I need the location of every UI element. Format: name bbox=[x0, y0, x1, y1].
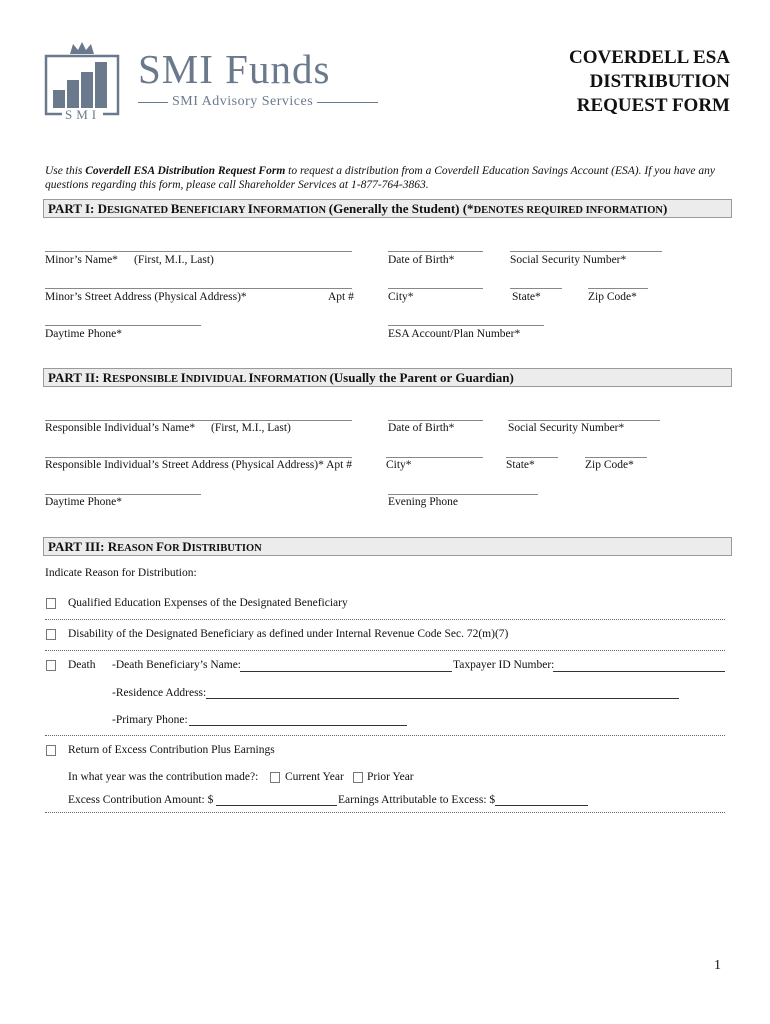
resp-city-label: City* bbox=[386, 459, 412, 471]
resp-day-phone-field[interactable] bbox=[45, 494, 201, 495]
minor-apt-label: Apt # bbox=[328, 291, 354, 303]
death-label: Death bbox=[68, 659, 96, 671]
part3-header: PART III: REASON FOR DISTRIBUTION bbox=[43, 537, 732, 556]
page-number: 1 bbox=[714, 958, 721, 973]
excess-contribution-label: Return of Excess Contribution Plus Earnings bbox=[68, 744, 275, 756]
intro-paragraph bbox=[45, 164, 735, 192]
resp-eve-phone-field[interactable] bbox=[388, 494, 538, 495]
resp-state-label: State* bbox=[506, 459, 535, 471]
esa-account-label: ESA Account/Plan Number* bbox=[388, 328, 521, 340]
form-title bbox=[569, 46, 730, 118]
minor-phone-field[interactable] bbox=[45, 325, 201, 326]
minor-ssn-field[interactable] bbox=[510, 251, 662, 252]
indicate-reason-label: Indicate Reason for Distribution: bbox=[45, 567, 197, 579]
resp-street-label: Responsible Individual’s Street Address (Physical Address)* Apt # bbox=[45, 459, 352, 471]
form-title-line2: DISTRIBUTION bbox=[589, 71, 730, 92]
esa-account-field[interactable] bbox=[388, 325, 544, 326]
resp-ssn-field[interactable] bbox=[508, 420, 660, 421]
resp-name-field[interactable] bbox=[45, 420, 352, 421]
divider bbox=[45, 735, 725, 736]
prior-year-checkbox[interactable] bbox=[353, 772, 363, 783]
resp-state-field[interactable] bbox=[506, 457, 558, 458]
death-tin-field[interactable] bbox=[553, 671, 725, 672]
resp-ssn-label: Social Security Number* bbox=[508, 422, 625, 434]
excess-contribution-checkbox[interactable] bbox=[46, 745, 56, 756]
minor-dob-label: Date of Birth* bbox=[388, 254, 455, 266]
minor-state-field[interactable] bbox=[510, 288, 562, 289]
resp-dob-label: Date of Birth* bbox=[388, 422, 455, 434]
current-year-label: Current Year bbox=[285, 771, 344, 783]
part2-header: PART II: RESPONSIBLE INDIVIDUAL INFORMATION (Usually the Parent or Guardian) bbox=[43, 368, 732, 387]
logo-brand: SMI Funds bbox=[138, 46, 331, 92]
resp-name-label: Responsible Individual’s Name* bbox=[45, 422, 196, 434]
death-phone-field[interactable] bbox=[189, 725, 407, 726]
minor-ssn-label: Social Security Number* bbox=[510, 254, 627, 266]
death-beneficiary-name-label: -Death Beneficiary’s Name: bbox=[112, 659, 241, 671]
minor-state-label: State* bbox=[512, 291, 541, 303]
earnings-label: Earnings Attributable to Excess: $ bbox=[338, 794, 496, 806]
minor-city-label: City* bbox=[388, 291, 414, 303]
resp-dob-field[interactable] bbox=[388, 420, 483, 421]
disability-checkbox[interactable] bbox=[46, 629, 56, 640]
minor-name-hint: (First, M.I., Last) bbox=[134, 254, 214, 266]
logo bbox=[40, 40, 385, 124]
resp-zip-label: Zip Code* bbox=[585, 459, 634, 471]
logo-monogram: SMI bbox=[62, 108, 103, 122]
prior-year-label: Prior Year bbox=[367, 771, 414, 783]
minor-city-field[interactable] bbox=[388, 288, 483, 289]
death-beneficiary-name-field[interactable] bbox=[240, 671, 452, 672]
resp-street-field[interactable] bbox=[45, 457, 352, 458]
divider bbox=[45, 650, 725, 651]
earnings-field[interactable] bbox=[495, 805, 588, 806]
death-address-field[interactable] bbox=[206, 698, 679, 699]
logo-subtitle: SMI Advisory Services bbox=[168, 94, 317, 110]
resp-day-phone-label: Daytime Phone* bbox=[45, 496, 122, 508]
resp-city-field[interactable] bbox=[386, 457, 483, 458]
qualified-expenses-label: Qualified Education Expenses of the Designated Beneficiary bbox=[68, 597, 348, 609]
death-address-label: -Residence Address: bbox=[112, 687, 207, 699]
minor-phone-label: Daytime Phone* bbox=[45, 328, 122, 340]
death-phone-label: -Primary Phone: bbox=[112, 714, 188, 726]
minor-name-field[interactable] bbox=[45, 251, 352, 252]
minor-street-label: Minor’s Street Address (Physical Address)* bbox=[45, 291, 247, 303]
intro-pre: Use this bbox=[45, 165, 86, 177]
death-tin-label: Taxpayer ID Number: bbox=[453, 659, 555, 671]
divider bbox=[45, 619, 725, 620]
form-title-line1: COVERDELL ESA bbox=[568, 47, 730, 68]
death-checkbox[interactable] bbox=[46, 660, 56, 671]
minor-dob-field[interactable] bbox=[388, 251, 483, 252]
form-title-line3: REQUEST FORM bbox=[576, 95, 730, 116]
divider bbox=[45, 812, 725, 813]
resp-zip-field[interactable] bbox=[585, 457, 647, 458]
contribution-year-question: In what year was the contribution made?: bbox=[68, 771, 259, 783]
part1-header: PART I: DESIGNATED BENEFICIARY INFORMATION (Generally the Student) (*DENOTES REQUIRED INFORMATION) bbox=[43, 199, 732, 218]
intro-form-name: Coverdell ESA Distribution Request Form bbox=[85, 165, 286, 177]
excess-amount-label: Excess Contribution Amount: $ bbox=[68, 794, 214, 806]
disability-label: Disability of the Designated Beneficiary as defined under Internal Revenue Code Sec. 72(m)(7) bbox=[68, 628, 509, 640]
intro-post: to request a distribution from a Coverdell Education Savings Account (ESA). If you have any questions regarding this form, please call Shareholder Services at 1-877-764-3863. bbox=[45, 165, 715, 191]
excess-amount-field[interactable] bbox=[216, 805, 337, 806]
resp-name-hint: (First, M.I., Last) bbox=[211, 422, 291, 434]
minor-street-field[interactable] bbox=[45, 288, 352, 289]
minor-zip-label: Zip Code* bbox=[588, 291, 637, 303]
minor-name-label: Minor’s Name* bbox=[45, 254, 118, 266]
resp-eve-phone-label: Evening Phone bbox=[388, 496, 458, 508]
minor-zip-field[interactable] bbox=[588, 288, 648, 289]
current-year-checkbox[interactable] bbox=[270, 772, 280, 783]
qualified-expenses-checkbox[interactable] bbox=[46, 598, 56, 609]
